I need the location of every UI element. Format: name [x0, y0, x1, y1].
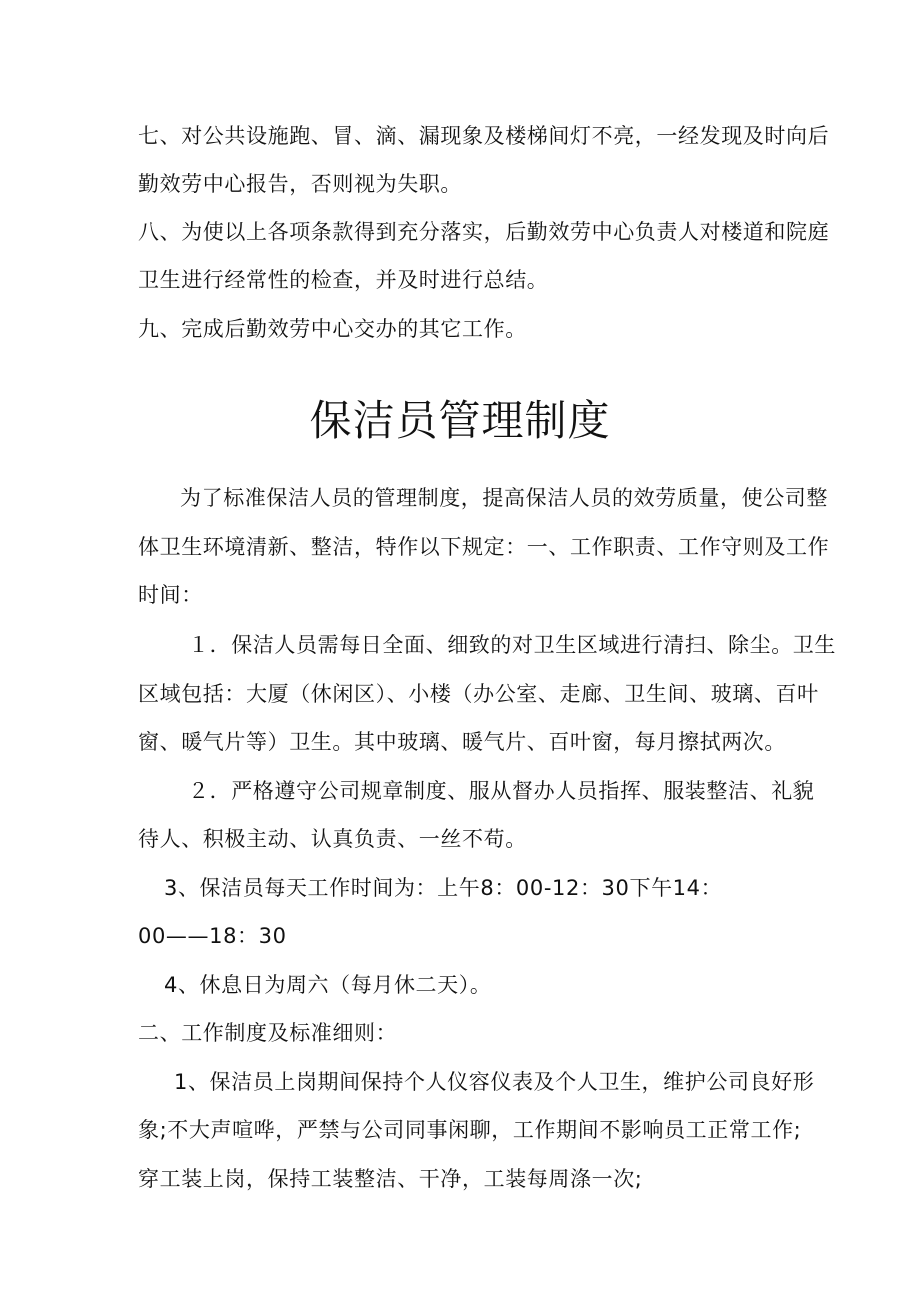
text-line: 勤效劳中心报告，否则视为失职。: [138, 172, 462, 196]
text-line: 象;不大声喧哗，严禁与公司同事闲聊，工作期间不影响员工正常工作;: [138, 1118, 802, 1142]
text-line: 窗、暖气片等）卫生。其中玻璃、暖气片、百叶窗，每月擦拭两次。: [138, 730, 786, 754]
text-line: 4、休息日为周六（每月休二天）。: [164, 973, 492, 997]
text-line: 00——18：30: [138, 924, 287, 948]
text-line: １．保洁人员需每日全面、细致的对卫生区域进行清扫、除尘。卫生: [188, 633, 836, 657]
text-line: 时间：: [138, 583, 203, 607]
text-line: 九、完成后勤效劳中心交办的其它工作。: [138, 317, 527, 341]
text-line: 体卫生环境清新、整洁，特作以下规定：一、工作职责、工作守则及工作: [138, 535, 830, 559]
text-line: 八、为使以上各项条款得到充分落实，后勤效劳中心负责人对楼道和院庭: [138, 220, 830, 244]
text-line: ２．严格遵守公司规章制度、服从督办人员指挥、服装整洁、礼貌: [188, 779, 815, 803]
text-line: 区域包括：大厦（休闲区）、小楼（办公室、走廊、卫生间、玻璃、百叶: [138, 682, 819, 706]
document-title: 保洁员管理制度: [309, 396, 611, 445]
text-line: 二、工作制度及标准细则：: [138, 1021, 398, 1045]
text-line: 为了标准保洁人员的管理制度，提高保洁人员的效劳质量，使公司整: [180, 486, 828, 510]
text-line: 待人、积极主动、认真负责、一丝不苟。: [138, 827, 527, 851]
text-line: 3、保洁员每天工作时间为：上午8：00-12：30下午14：: [164, 876, 723, 900]
text-line: 卫生进行经常性的检查，并及时进行总结。: [138, 268, 549, 292]
text-line: 七、对公共设施跑、冒、滴、漏现象及楼梯间灯不亮，一经发现及时向后: [138, 124, 830, 148]
text-line: 穿工装上岗，保持工装整洁、干净，工装每周涤一次;: [138, 1167, 643, 1191]
text-line: 1、保洁员上岗期间保持个人仪容仪表及个人卫生，维护公司良好形: [174, 1070, 815, 1094]
